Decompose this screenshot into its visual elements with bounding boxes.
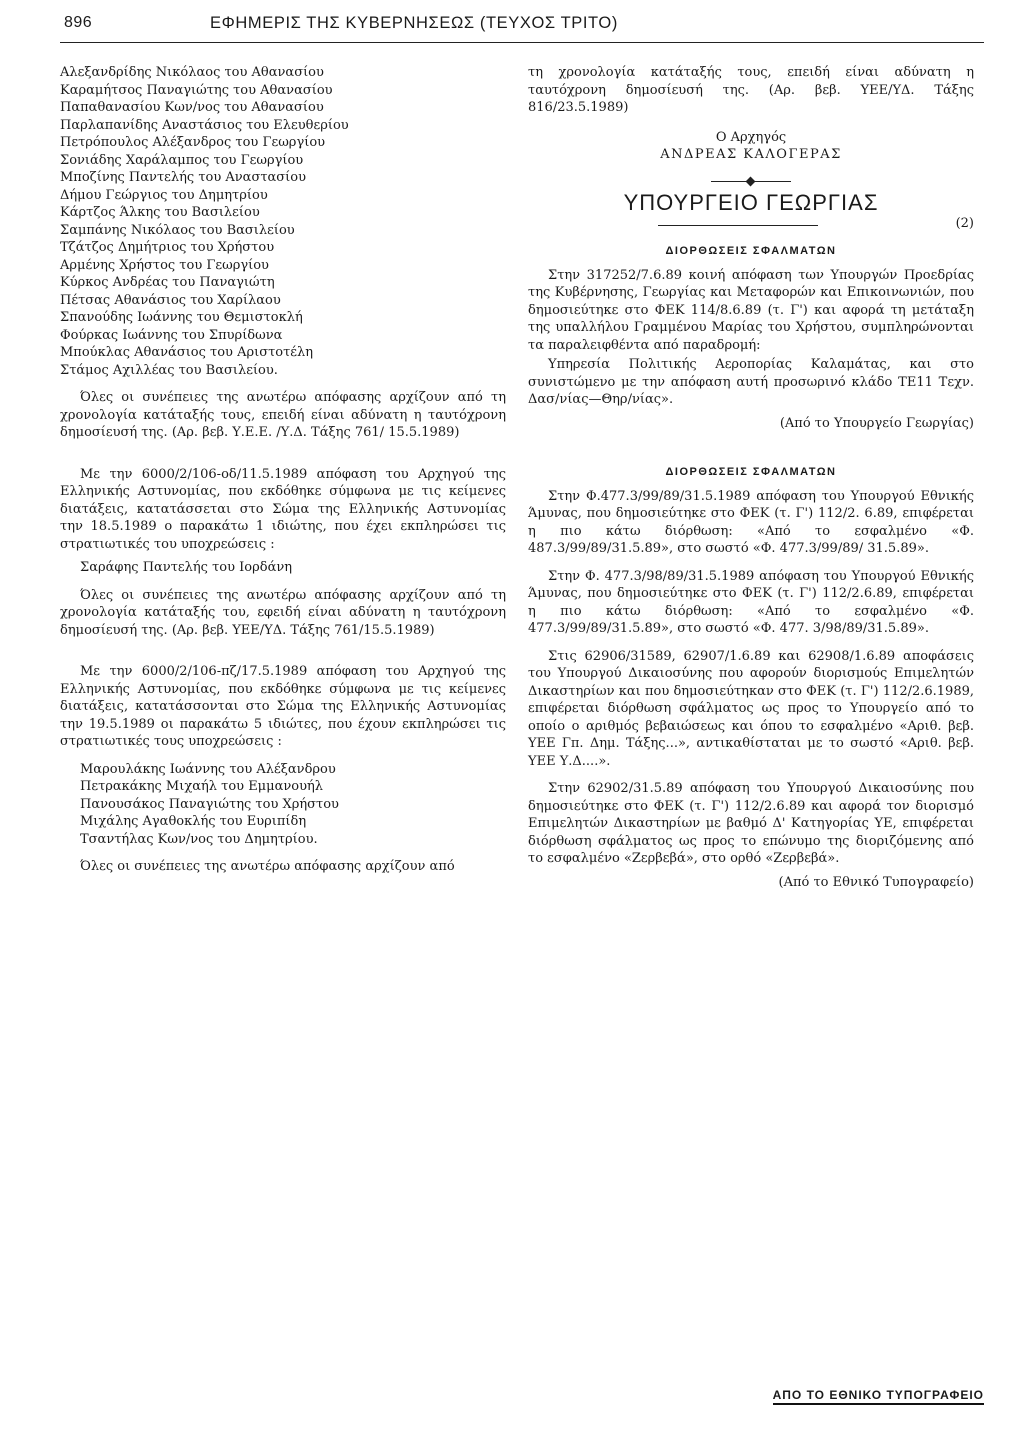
signoff-role: Ο Αρχηγός bbox=[715, 129, 787, 145]
name-entry: Αλεξανδρίδης Νικόλαος του Αθανασίου bbox=[60, 65, 324, 80]
paragraph-3: Όλες οι συνέπειες της ανωτέρω απόφασης αρχίζουν από τη χρονολογία κατάταξής του, εφειδή είναι αδύνατη η ταυτόχρονη δημοσίευσή της. (Αρ. βεβ. ΥΕΕ/ΥΔ. Τάξης 761/15.5.1989) bbox=[60, 587, 506, 638]
name-entry: Μαρουλάκης Ιωάννης του Αλέξανδρου bbox=[80, 761, 336, 777]
name-entry: Μποζίνης Παντελής του Αναστασίου bbox=[60, 170, 306, 185]
correction-2b: Στην Φ. 477.3/98/89/31.5.1989 απόφαση του Υπουργού Εθνικής Άμυνας, που δημοσιεύτηκε στο ΦΕΚ (τ. Γ') 112/2.6.89, επιφέρεται η πιο κάτω διόρθωση: «Από το εσφαλμένο «Φ. 477.3/99/89/31.5.89», στο σωστό «Φ. 477. 3/98/89/31.5.89». bbox=[528, 568, 974, 636]
left-column bbox=[60, 64, 506, 876]
ministry-number: (2) bbox=[955, 216, 974, 231]
name-entry: Αρμένης Χρήστος του Γεωργίου bbox=[60, 257, 269, 273]
correction-1a: Στην 317252/7.6.89 κοινή απόφαση των Υπουργών Προεδρίας της Κυβέρνησης, Γεωργίας και Μεταφορών και Επικοινωνιών, που δημοσιεύτηκε στο ΦΕΚ 114/8.6.89 (τ. Γ') και αφορά τη μετάταξη της υπαλλήλου Γραμμένου Μαρίας του Χρήστου, συμπληρώνονται τα παραλειφθέντα από παραδρομή: bbox=[528, 267, 974, 353]
names-list-1 bbox=[60, 64, 506, 379]
correction-2d: Στην 62902/31.5.89 απόφαση του Υπουργού Δικαιοσύνης που δημοσιεύτηκε στο ΦΕΚ (τ. Γ') 112/2.6.89 και αφορά τον διορισμό Επιμελητών Δικαστηρίων με βαθμό Δ' Κατηγορίας ΥΕ, επιφέρεται διόρθωση σφάλματος ως προς το επώνυμο της διοριζόμενης από το εσφαλμένο «Ζερβεβά», στο ορθό «Ζερβεβά». bbox=[528, 781, 974, 866]
name-entry: Μιχάλης Αγαθοκλής του Ευριπίδη bbox=[80, 814, 307, 829]
name-entry: Στάμος Αχιλλέας του Βασιλείου. bbox=[60, 362, 278, 378]
name-entry: Καραμήτσος Παναγιώτης του Αθανασίου bbox=[60, 82, 333, 98]
correction-1b: Υπηρεσία Πολιτικής Αεροπορίας Καλαμάτας, και στο συνιστώμενο με την απόφαση αυτή προσωρινό κλάδο ΤΕ11 Τεχν. Δασ/νίας—Θηρ/νίας». bbox=[528, 357, 974, 407]
name-entry: Σαμπάνης Νικόλαος του Βασιλείου bbox=[60, 222, 295, 238]
correction-2c: Στις 62906/31589, 62907/1.6.89 και 62908/1.6.89 αποφάσεις του Υπουργού Δικαιοσύνης που αφορούν διορισμούς Επιμελητών Δικαστηρίων και που δημοσιεύτηκαν στο ΦΕΚ (τ. Γ') 112/2.6.1989, επιφέρεται διόρθωση σφάλματος ως προς το Υπουργείο από το οποίο ο αριθμός βεβαιώσεως και όπου το εσφαλμένο «Αριθ. βεβ. ΥΕΕ Γπ. Δημ. Τάξης...», αντικαθίσταται με το σωστό «Αριθ. βεβ. ΥΕΕ Υ.Δ....». bbox=[528, 648, 974, 769]
name-entry: Τσαντήλας Κων/νος του Δημητρίου. bbox=[80, 831, 318, 847]
ministry-subline bbox=[528, 215, 974, 237]
signoff-block bbox=[528, 129, 974, 163]
right-column bbox=[528, 64, 974, 891]
paragraph-continued: τη χρονολογία κατάταξής τους, επειδή είναι αδύνατη η ταυτόχρονη δημοσίευσή της. (Αρ. βεβ. ΥΕΕ/ΥΔ. Τάξης 816/23.5.1989) bbox=[528, 65, 974, 115]
names-list-2 bbox=[60, 761, 506, 849]
name-entry: Πετρακάκης Μιχαήλ του Εμμανουήλ bbox=[80, 779, 324, 794]
name-entry: Σονιάδης Χαράλαμπος του Γεωργίου bbox=[60, 152, 304, 168]
paragraph-5: Όλες οι συνέπειες της ανωτέρω απόφασης αρχίζουν από bbox=[80, 859, 455, 874]
paragraph-2: Με την 6000/2/106-οδ/11.5.1989 απόφαση του Αρχηγού της Ελληνικής Αστυνομίας, που εκδόθηκε σύμφωνα με τις κείμενες διατάξεις, κατατάσσεται στο Σώμα της Ελληνικής Αστυνομίας την 18.5.1989 ο παρακάτω 1 ιδιώτης, που έχει εκπληρώσει τις στρατιωτικές του υποχρεώσεις : bbox=[60, 466, 506, 552]
name-entry: Παπαθανασίου Κων/νος του Αθανασίου bbox=[60, 100, 324, 115]
name-entry: Πέτσας Αθανάσιος του Χαρίλαου bbox=[60, 292, 281, 308]
page-number: 896 bbox=[64, 14, 93, 31]
name-entry: Κάρτζος Άλκης του Βασιλείου bbox=[60, 205, 260, 220]
section-divider bbox=[711, 181, 791, 182]
page-header bbox=[60, 12, 984, 43]
name-entry: Πανουσάκος Παναγιώτης του Χρήστου bbox=[80, 796, 339, 812]
name-entry: Μπούκλας Αθανάσιος του Αριστοτέλη bbox=[60, 345, 314, 360]
single-name: Σαράφης Παντελής του Ιορδάνη bbox=[80, 560, 293, 575]
gazette-title: ΕΦΗΜΕΡΙΣ ΤΗΣ ΚΥΒΕΡΝΗΣΕΩΣ (ΤΕΥΧΟΣ ΤΡΙΤΟ) bbox=[210, 14, 618, 32]
source-note-1: (Από το Υπουργείο Γεωργίας) bbox=[779, 415, 974, 431]
source-note-2: (Από το Εθνικό Τυπογραφείο) bbox=[778, 874, 974, 890]
name-entry: Δήμου Γεώργιος του Δημητρίου bbox=[60, 187, 268, 203]
section-heading-2: ΔΙΟΡΘΩΣΕΙΣ ΣΦΑΛΜΑΤΩΝ bbox=[665, 466, 837, 478]
signoff-name: ΑΝΔΡΕΑΣ ΚΑΛΟΓΕΡΑΣ bbox=[660, 146, 842, 162]
paragraph-4: Με την 6000/2/106-πζ/17.5.1989 απόφαση του Αρχηγού της Ελληνικής Αστυνομίας, που εκδόθηκε σύμφωνα με τις κείμενες διατάξεις, κατατάσσονται στο Σώμα της Ελληνικής Αστυνομίας την 19.5.1989 οι παρακάτω 5 ιδιώτες, που έχουν εκπληρώσει τις στρατιωτικές τους υποχρεώσεις : bbox=[60, 664, 506, 749]
name-entry: Κύρκος Ανδρέας του Παναγιώτη bbox=[60, 275, 275, 290]
correction-2a: Στην Φ.477.3/99/89/31.5.1989 απόφαση του Υπουργού Εθνικής Άμυνας, που δημοσιεύτηκε στο ΦΕΚ (τ. Γ') 112/2. 6.89, επιφέρεται η πιο κάτω διόρθωση: «Από το εσφαλμένο «Φ. 487.3/99/89/31.5.89», στο σωστό «Φ. 477.3/99/89/ 31.5.89». bbox=[528, 488, 974, 556]
name-entry: Παρλαπανίδης Αναστάσιος του Ελευθερίου bbox=[60, 117, 349, 133]
section-heading-1: ΔΙΟΡΘΩΣΕΙΣ ΣΦΑΛΜΑΤΩΝ bbox=[665, 245, 837, 257]
printing-office-stamp: ΑΠΟ ΤΟ ΕΘΝΙΚΟ ΤΥΠΟΓΡΑΦΕΙΟ bbox=[773, 1388, 984, 1405]
ministry-heading: ΥΠΟΥΡΓΕΙΟ ΓΕΩΡΓΙΑΣ bbox=[623, 189, 879, 215]
name-entry: Πετρόπουλος Αλέξανδρος του Γεωργίου bbox=[60, 135, 326, 150]
name-entry: Φούρκας Ιωάννης του Σπυρίδωνα bbox=[60, 327, 283, 343]
name-entry: Σπανούδης Ιωάννης του Θεμιστοκλή bbox=[60, 310, 303, 325]
name-entry: Τζάτζος Δημήτριος του Χρήστου bbox=[60, 240, 275, 255]
paragraph-1: Όλες οι συνέπειες της ανωτέρω απόφασης αρχίζουν από τη χρονολογία κατάταξής τους, επειδή είναι αδύνατη η ταυτόχρονη δημοσίευσή της. (Αρ. βεβ. Υ.Ε.Ε. /Υ.Δ. Τάξης 761/ 15.5.1989) bbox=[60, 390, 506, 440]
